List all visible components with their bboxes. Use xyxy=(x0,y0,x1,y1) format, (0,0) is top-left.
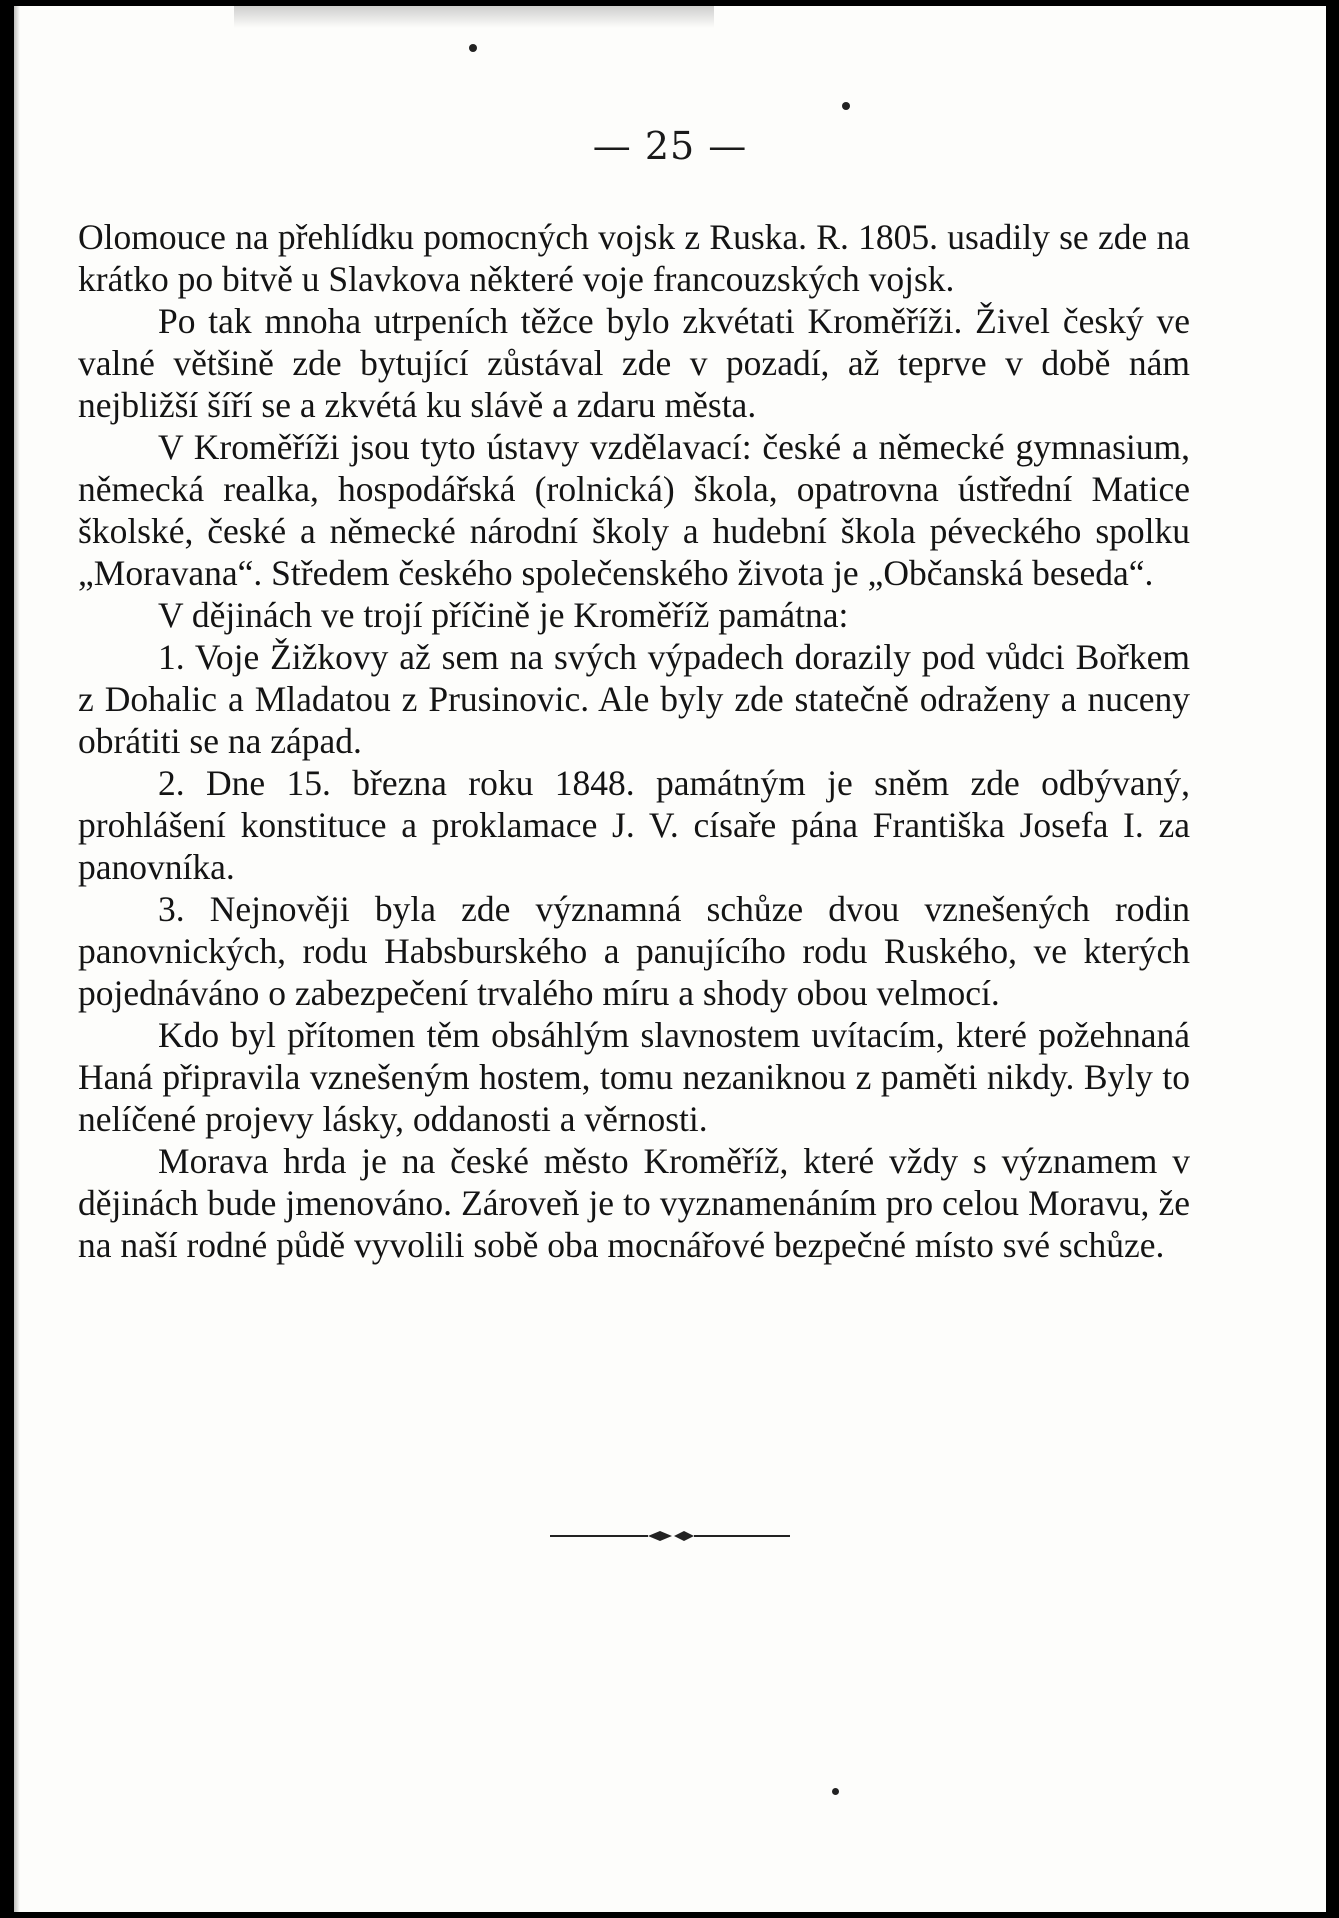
scan-speck xyxy=(832,1788,839,1795)
paragraph: V dějinách ve trojí příčině je Kroměříž památna: xyxy=(158,595,849,635)
scan-speck xyxy=(469,44,477,52)
paragraph: Olomouce na přehlídku pomocných vojsk z Ruska. R. 1805. usadily se zde na krátko po bitvě u Slavkova některé voje francouzských vojsk. xyxy=(78,217,1190,299)
paragraph: 3. Nejnověji byla zde významná schůze dvou vznešených rodin panovnických, rodu Habsburského a panujícího rodu Ruského, ve kterých pojednáváno o zabezpečení trvalého míru a shody obou velmocí. xyxy=(78,889,1190,1013)
paragraph: Kdo byl přítomen těm obsáhlým slavnostem uvítacím, které požehnaná Haná připravila vznešeným hostem, tomu nezaniknou z paměti nikdy. Byly to nelíčené projevy lásky, oddanosti a věrnosti. xyxy=(78,1015,1190,1139)
dash-diamond-separator-icon xyxy=(540,1526,800,1546)
paragraph: 2. Dne 15. března roku 1848. památným je sněm zde odbývaný, prohlášení konstituce a proklamace J. V. císaře pána Františka Josefa I. za panovníka. xyxy=(78,763,1190,887)
ornament xyxy=(14,1526,1326,1546)
page-edge-shadow xyxy=(14,6,20,1912)
paragraph: 1. Voje Žižkovy až sem na svých výpadech dorazily pod vůdci Bořkem z Dohalic a Mladatou z Prusinovic. Ale byly zde statečně odraženy a nuceny obrátiti se na západ. xyxy=(78,637,1190,761)
paragraph: Morava hrda je na české město Kroměříž, které vždy s významem v dějinách bude jmenováno. Zároveň je to vyznamenáním pro celou Moravu, že na naší rodné půdě vyvolili sobě oba mocnářové bezpečné místo své schůze. xyxy=(78,1141,1190,1265)
paragraph: V Kroměříži jsou tyto ústavy vzdělavací: české a německé gymnasium, německá realka, hospodářská (rolnická) škola, opatrovna ústřední Matice školské, české a německé národní školy a hudební škola péveckého spolku „Moravana“. Středem českého společenského života je „Občanská beseda“. xyxy=(78,427,1190,593)
book-page xyxy=(14,6,1326,1912)
scan-speck xyxy=(842,102,850,110)
scan-smudge xyxy=(234,6,714,28)
page-number: — 25 — xyxy=(592,124,748,168)
paragraph: Po tak mnoha utrpeních těžce bylo zkvétati Kroměříži. Živel český ve valné většině zde bytující zůstával zde v pozadí, až teprve v době nám nejbližší šíří se a zkvétá ku slávě a zdaru města. xyxy=(78,301,1190,425)
page-body xyxy=(78,216,1190,1266)
